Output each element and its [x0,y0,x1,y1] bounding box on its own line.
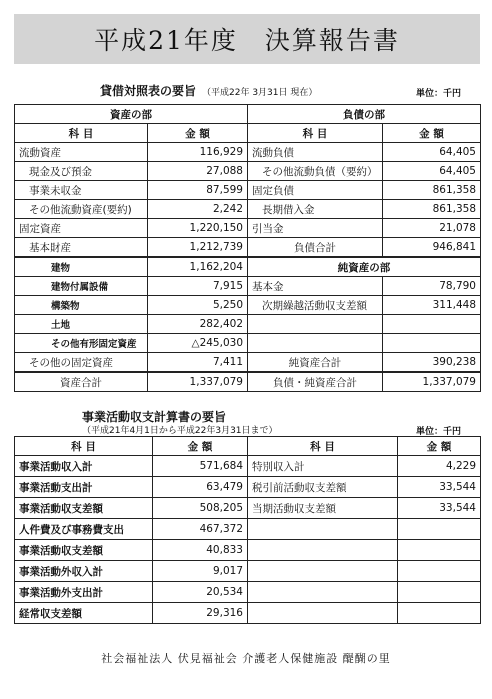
asset-label: 構築物 [15,296,148,315]
asset-label: その他有形固定資産 [15,334,148,353]
bs-col-item-right: 科 目 [248,124,383,143]
pl-col-amount-left: 金 額 [153,437,248,456]
asset-amount: 1,337,079 [148,372,248,392]
activity-label: 事業活動収支差額 [15,540,153,561]
asset-amount: 1,220,150 [148,219,248,238]
liability-label: 負債・純資産合計 [248,372,383,392]
liability-amount: 946,841 [383,238,481,258]
liability-label: 流動負債 [248,143,383,162]
pl-period: （平成21年4月1日から平成22年3月31日まで） [82,426,278,436]
activity-amount: 508,205 [153,498,248,519]
table-row [15,498,481,519]
asset-label: その他の固定資産 [15,353,148,373]
activity-amount: 29,316 [153,603,248,624]
pl-heading-text: 事業活動収支計算書の要旨 [82,410,227,424]
asset-amount: 27,088 [148,162,248,181]
activity-amount: 467,372 [153,519,248,540]
table-row [15,200,481,219]
activity-label: 事業活動外支出計 [15,582,153,603]
bs-heading [100,82,317,99]
activity-amount-right: 33,544 [398,477,481,498]
table-row [15,561,481,582]
liability-amount: 1,337,079 [383,372,481,392]
activity-label: 事業活動収支差額 [15,498,153,519]
table-row [15,181,481,200]
bs-date: （平成22年 3月31日 現在） [202,88,318,98]
activity-label-right [248,582,398,603]
table-row [15,143,481,162]
liability-amount: 311,448 [383,296,481,315]
activity-label: 事業活動支出計 [15,477,153,498]
liability-amount: 78,790 [383,277,481,296]
asset-label: 建物付属設備 [15,277,148,296]
activity-label-right: 税引前活動収支差額 [248,477,398,498]
activity-label-right [248,540,398,561]
bs-col-amount-right: 金 額 [383,124,481,143]
activity-label-right [248,519,398,540]
activity-label: 人件費及び事務費支出 [15,519,153,540]
page-title: 平成21年度 決算報告書 [94,26,400,55]
table-row [15,238,481,258]
activity-label-right: 当期活動収支差額 [248,498,398,519]
footer-organization: 社会福祉法人 伏見福祉会 介護老人保健施設 醍醐の里 [101,652,391,665]
table-row [15,540,481,561]
activity-amount-right [398,519,481,540]
table-row [15,603,481,624]
table-row [15,219,481,238]
asset-amount: △245,030 [148,334,248,353]
table-row [15,456,481,477]
liability-label [248,334,383,353]
liability-label: 引当金 [248,219,383,238]
activity-label-right [248,561,398,582]
bs-unit: 単位：千円 [416,89,462,99]
activity-label: 事業活動収入計 [15,456,153,477]
balance-sheet-table [14,104,481,392]
activity-label-right: 特別収入計 [248,456,398,477]
table-row [15,257,481,277]
bs-col-item-left: 科 目 [15,124,148,143]
asset-amount: 1,212,739 [148,238,248,258]
pl-col-item-left: 科 目 [15,437,153,456]
pl-col-item-right: 科 目 [248,437,398,456]
activity-amount-right [398,561,481,582]
table-row [15,334,481,353]
title-band [14,14,480,64]
asset-amount: 7,915 [148,277,248,296]
activity-label: 事業活動外収入計 [15,561,153,582]
asset-label: 現金及び預金 [15,162,148,181]
bs-col-amount-left: 金 額 [148,124,248,143]
liability-label: 純資産合計 [248,353,383,373]
liabilities-section-header: 負債の部 [248,105,481,124]
activity-amount-right [398,540,481,561]
asset-label: 土地 [15,315,148,334]
liability-label: 負債合計 [248,238,383,258]
table-row [15,519,481,540]
asset-amount: 87,599 [148,181,248,200]
liability-label: 次期繰越活動収支差額 [248,296,383,315]
liability-label: 長期借入金 [248,200,383,219]
net-assets-section-header: 純資産の部 [248,257,481,277]
asset-label: 基本財産 [15,238,148,258]
table-row [15,315,481,334]
activity-label: 経常収支差額 [15,603,153,624]
activity-label-right [248,603,398,624]
pl-unit: 単位：千円 [416,427,462,437]
liability-amount: 64,405 [383,162,481,181]
asset-amount: 1,162,204 [148,257,248,277]
liability-amount: 21,078 [383,219,481,238]
table-row [15,296,481,315]
table-row [15,277,481,296]
asset-amount: 116,929 [148,143,248,162]
asset-label: 事業未収金 [15,181,148,200]
activity-amount: 571,684 [153,456,248,477]
table-row [15,162,481,181]
activity-amount-right: 4,229 [398,456,481,477]
assets-section-header: 資産の部 [15,105,248,124]
asset-label: 資産合計 [15,372,148,392]
liability-amount [383,315,481,334]
asset-amount: 7,411 [148,353,248,373]
activity-amount: 63,479 [153,477,248,498]
activity-amount-right [398,603,481,624]
activity-amount: 9,017 [153,561,248,582]
liability-amount [383,334,481,353]
activity-statement-table [14,436,481,624]
liability-label: 固定負債 [248,181,383,200]
balance-sheet-body [15,143,481,392]
activity-amount: 40,833 [153,540,248,561]
liability-label: その他流動負債（要約） [248,162,383,181]
liability-label [248,315,383,334]
liability-amount: 64,405 [383,143,481,162]
table-row [15,353,481,373]
table-row [15,372,481,392]
asset-label: 固定資産 [15,219,148,238]
liability-amount: 861,358 [383,181,481,200]
liability-label: 基本金 [248,277,383,296]
asset-label: 建物 [15,257,148,277]
asset-amount: 2,242 [148,200,248,219]
table-row [15,477,481,498]
asset-amount: 282,402 [148,315,248,334]
asset-label: 流動資産 [15,143,148,162]
liability-amount: 390,238 [383,353,481,373]
bs-heading-text: 貸借対照表の要旨 [100,84,197,98]
liability-amount: 861,358 [383,200,481,219]
activity-amount-right [398,582,481,603]
activity-amount-right: 33,544 [398,498,481,519]
activity-statement-body [15,456,481,624]
table-row [15,582,481,603]
pl-col-amount-right: 金 額 [398,437,481,456]
asset-amount: 5,250 [148,296,248,315]
activity-amount: 20,534 [153,582,248,603]
asset-label: その他流動資産(要約) [15,200,148,219]
